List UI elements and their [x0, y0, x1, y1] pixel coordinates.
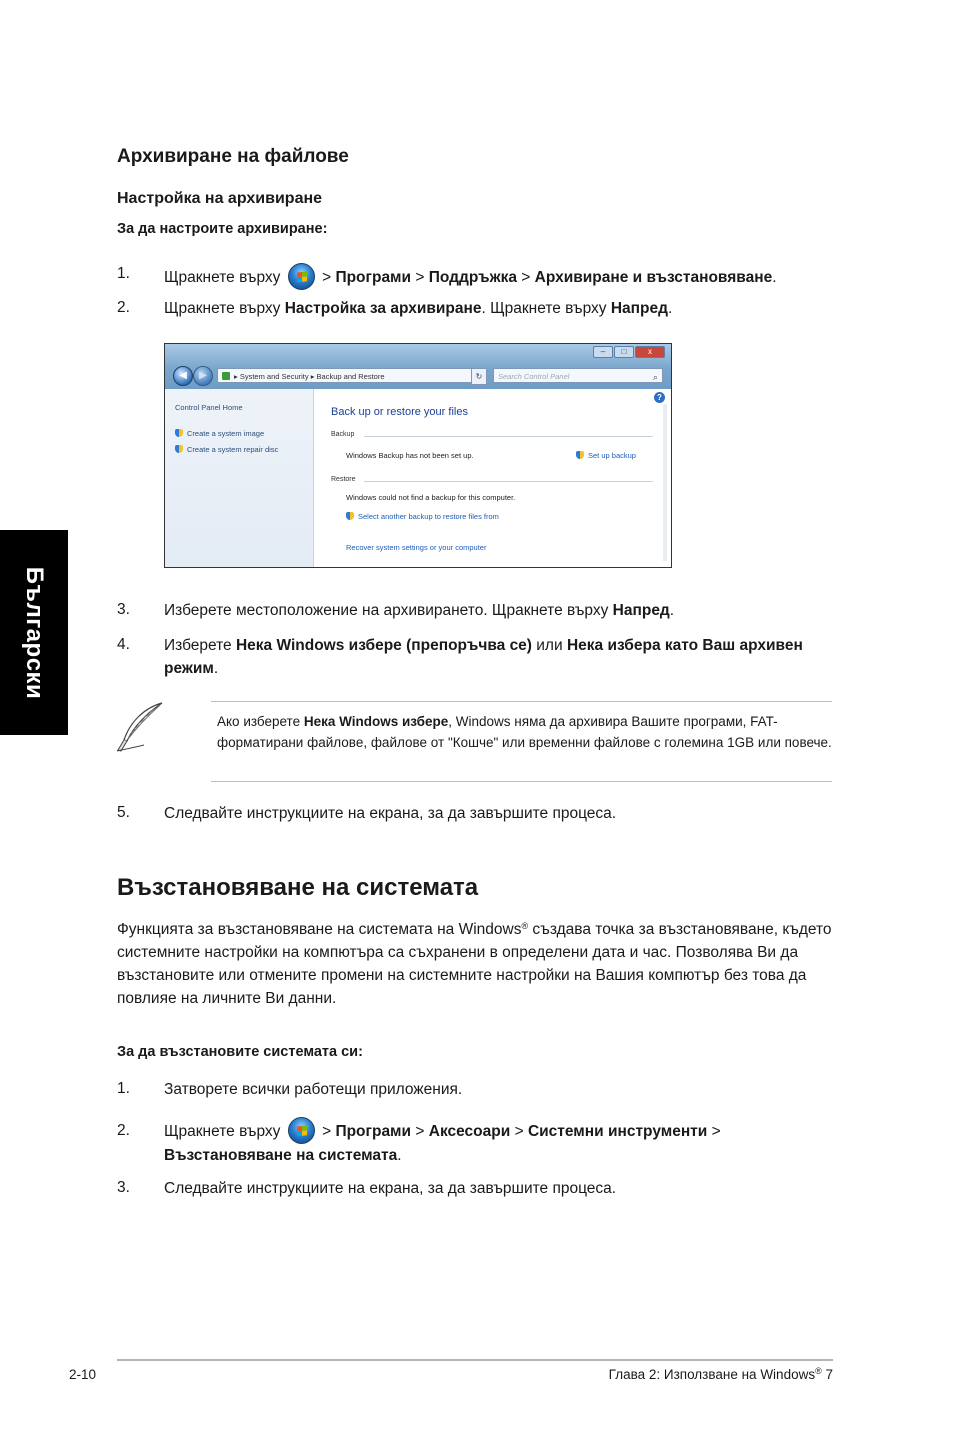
- separator: >: [514, 1123, 524, 1140]
- step-text: Изберете: [164, 637, 236, 654]
- step-number: 2.: [117, 1122, 130, 1139]
- search-icon: ⌕: [652, 372, 658, 382]
- language-side-tab: [0, 530, 68, 735]
- step-text: . Щракнете върху: [481, 300, 611, 317]
- back-icon[interactable]: ◀: [173, 366, 193, 386]
- setup-backup-term: Настройка за архивиране: [284, 300, 482, 317]
- note-bottom-rule: [211, 781, 832, 782]
- close-icon[interactable]: x: [635, 346, 665, 358]
- nav-link-create-system-image[interactable]: [175, 429, 264, 438]
- procedure-label-restore: За да възстановите системата си:: [117, 1044, 363, 1060]
- divider: [364, 436, 653, 437]
- punctuation: .: [667, 300, 673, 317]
- link-label: Select another backup to restore files from: [358, 512, 499, 521]
- refresh-icon[interactable]: ↻: [471, 368, 487, 385]
- punctuation: .: [213, 660, 219, 677]
- backup-status: Windows Backup has not been set up.: [346, 451, 474, 460]
- next-term: Напред: [612, 602, 670, 619]
- separator: >: [322, 1123, 332, 1140]
- step-text: Щракнете върху: [164, 300, 285, 317]
- menu-path-programs: Програми: [335, 1123, 412, 1140]
- restore-section-label: Restore: [331, 476, 356, 483]
- pane-title: Back up or restore your files: [331, 406, 468, 418]
- separator: >: [322, 269, 332, 286]
- separator: >: [516, 269, 535, 286]
- restore-status: Windows could not find a backup for this computer.: [346, 493, 516, 502]
- step-4-text: [164, 634, 804, 680]
- window-titlebar: [165, 344, 671, 389]
- windows-start-icon: [288, 1117, 315, 1144]
- step-2-text: [164, 297, 834, 320]
- nav-link-create-repair-disc[interactable]: [175, 445, 278, 454]
- step-text: Изберете местоположение на архивирането. Щракнете върху: [164, 602, 613, 619]
- shield-icon: [346, 512, 354, 520]
- forward-icon[interactable]: ▶: [193, 366, 213, 386]
- link-label: Set up backup: [588, 451, 636, 460]
- shield-icon: [576, 451, 584, 459]
- nav-link-control-panel-home[interactable]: Control Panel Home: [175, 403, 243, 412]
- note-text: [217, 712, 837, 753]
- punctuation: .: [772, 269, 777, 286]
- window-controls: [593, 346, 665, 358]
- nav-link-label: Create a system image: [187, 429, 265, 438]
- menu-path-backup-restore: Архивиране и възстановяване: [534, 269, 773, 286]
- step-number: 3.: [117, 601, 130, 618]
- step-3-text: [164, 599, 834, 622]
- step-number: 5.: [117, 804, 130, 821]
- minimize-icon[interactable]: –: [593, 346, 613, 358]
- feather-pen-icon: [114, 700, 168, 754]
- subheading-backup-setup: Настройка на архивиране: [117, 190, 323, 207]
- note-top-rule: [211, 701, 832, 702]
- search-input[interactable]: [493, 368, 663, 383]
- system-restore-intro: [117, 918, 837, 1010]
- address-bar[interactable]: [217, 368, 487, 383]
- main-pane: [314, 389, 671, 567]
- restore-step-3-text: Следвайте инструкциите на екрана, за да завършите процеса.: [164, 1180, 617, 1197]
- step-number: 4.: [117, 636, 130, 653]
- intro-text: създава точка за възстановяване, където системните настройки на компютъра са съхранени в определени дата и час. Позволява Ви да възстановите или отмените промени на системните настройки на Вашия компютър без това да повлияе на личните Ви данни.: [117, 921, 832, 1007]
- punctuation: .: [397, 1147, 402, 1164]
- set-up-backup-link[interactable]: [576, 451, 636, 460]
- step-text: Щракнете върху: [164, 1123, 281, 1140]
- left-nav-pane: [165, 389, 314, 567]
- menu-path-system-tools: Системни инструменти: [527, 1123, 708, 1140]
- recover-system-settings-link[interactable]: Recover system settings or your computer: [346, 543, 487, 552]
- select-another-backup-link[interactable]: [346, 512, 499, 521]
- step-number: 1.: [117, 1080, 130, 1097]
- restore-step-1-text: Затворете всички работещи приложения.: [164, 1081, 463, 1098]
- chapter-title: [609, 1367, 833, 1382]
- restore-step-2-text: [164, 1117, 804, 1167]
- windows-start-icon: [288, 263, 315, 290]
- help-icon[interactable]: ?: [654, 392, 665, 403]
- backup-section-label: Backup: [331, 431, 355, 438]
- shield-icon: [175, 429, 183, 437]
- scrollbar[interactable]: [663, 404, 667, 561]
- note-text-part: Ако изберете: [217, 714, 304, 729]
- side-tab-label: Български: [21, 566, 48, 699]
- step-number: 2.: [117, 299, 130, 316]
- step-number: 1.: [117, 265, 130, 282]
- shield-icon: [175, 445, 183, 453]
- step-number: 3.: [117, 1179, 130, 1196]
- procedure-label-backup: За да настроите архивиране:: [117, 221, 328, 237]
- chapter-text: Глава 2: Използване на Windows: [608, 1367, 816, 1382]
- menu-path-maintenance: Поддръжка: [428, 269, 517, 286]
- step-5-text: Следвайте инструкциите на екрана, за да завършите процеса.: [164, 805, 617, 822]
- intro-text: Функцията за възстановяване на системата на Windows: [117, 921, 522, 938]
- control-panel-icon: [222, 372, 230, 380]
- note-bold-term: Нека Windows избере: [303, 714, 449, 729]
- page-number: 2-10: [69, 1367, 97, 1382]
- separator: >: [711, 1123, 721, 1140]
- menu-path-accessories: Аксесоари: [428, 1123, 511, 1140]
- punctuation: .: [669, 602, 675, 619]
- footer-rule: [117, 1359, 833, 1361]
- maximize-icon[interactable]: □: [614, 346, 634, 358]
- backup-restore-screenshot: [164, 343, 672, 568]
- nav-link-label: Create a system repair disc: [187, 445, 279, 454]
- menu-path-programs: Програми: [335, 269, 412, 286]
- search-placeholder: Search Control Panel: [498, 372, 570, 381]
- step-text: или: [531, 637, 567, 654]
- menu-path-system-restore: Възстановяване на системата: [164, 1147, 398, 1164]
- let-me-choose-term: Нека избера като Ваш архивен режим: [164, 637, 803, 677]
- note-text-part: , Windows няма да архивира Вашите програми, FAT-форматирани файлове, файлове от "Кошче" или временни файлове с големина 1GB или повече.: [217, 714, 832, 750]
- let-windows-choose-term: Нека Windows избере (препоръчва се): [235, 637, 532, 654]
- next-term: Напред: [610, 300, 668, 317]
- section-heading-backup: Архивиране на файлове: [117, 146, 349, 167]
- address-path: ▸ System and Security ▸ Backup and Restore: [234, 372, 385, 381]
- step-text: Щракнете върху: [164, 269, 281, 286]
- section-heading-system-restore: Възстановяване на системата: [117, 874, 479, 901]
- separator: >: [411, 269, 429, 286]
- separator: >: [415, 1123, 425, 1140]
- step-1-text: [164, 263, 834, 290]
- chapter-text: 7: [821, 1367, 833, 1382]
- registered-mark: ®: [521, 921, 529, 931]
- registered-mark: ®: [815, 1366, 822, 1376]
- divider: [364, 481, 653, 482]
